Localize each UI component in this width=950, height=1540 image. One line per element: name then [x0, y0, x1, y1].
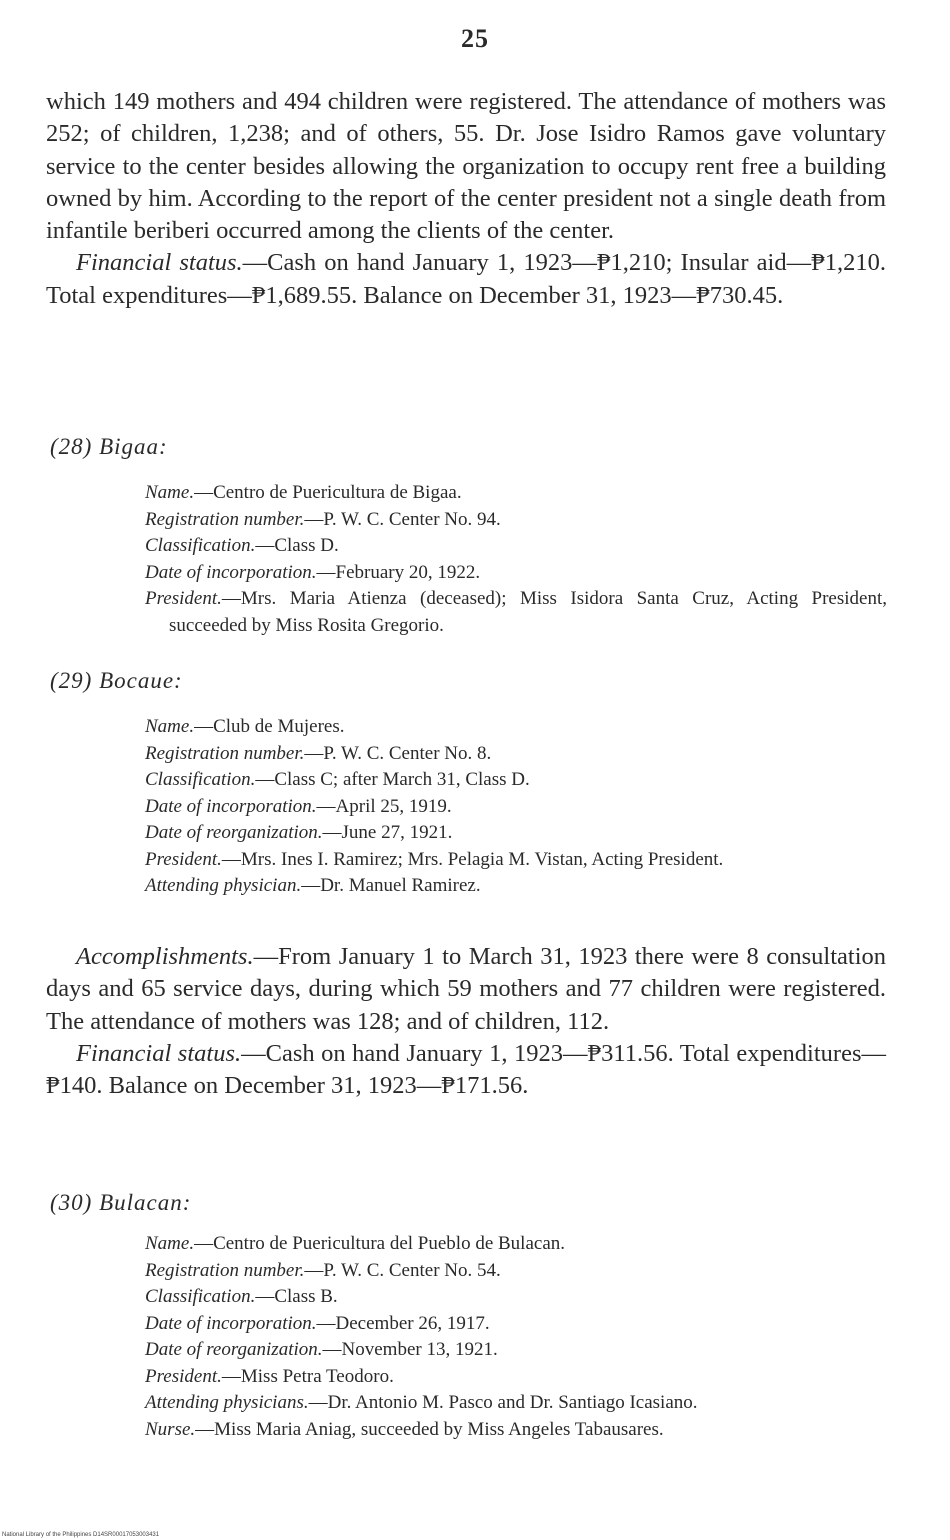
- entry-registration-number: [145, 507, 887, 534]
- entry-label: President.: [145, 588, 222, 609]
- entries-bigaa: [145, 480, 887, 639]
- entry-value: —Mrs. Ines I. Ramirez; Mrs. Pelagia M. Vistan, Acting President.: [221, 848, 724, 870]
- entry-value: —P. W. C. Center No. 8.: [304, 742, 492, 764]
- financial-status-paragraph: [46, 247, 886, 312]
- entry-value: —June 27, 1921.: [322, 822, 453, 843]
- financial-status-paragraph: [46, 1038, 886, 1103]
- entry-attending-physicians: [145, 1390, 887, 1417]
- bocaue-text-block: [46, 941, 886, 1102]
- entry-president: [145, 586, 887, 639]
- financial-status-text: —Cash on hand January 1, 1923—₱1,210; Insular aid—₱1,210. Total expenditures—₱1,689.55. Balance on December 31, 1923—₱730.45.: [46, 249, 886, 309]
- entries-bocaue: [145, 714, 887, 900]
- entry-label: Classification.: [145, 535, 256, 556]
- entry-value: —Club de Mujeres.: [194, 716, 345, 737]
- entry-label: Attending physicians.: [145, 1392, 309, 1413]
- scan-footer: National Library of the Philippines D14SR00017053003431: [2, 1532, 160, 1538]
- entry-value: —Miss Petra Teodoro.: [221, 1365, 394, 1387]
- entry-name: [145, 480, 887, 507]
- entry-label: Attending physician.: [145, 875, 302, 896]
- entry-value: —Centro de Puericultura de Bigaa.: [194, 482, 462, 503]
- accomplishments-label: Accomplishments.: [76, 943, 254, 970]
- accomplishments-paragraph: [46, 941, 886, 1038]
- intro-paragraph: which 149 mothers and 494 children were registered. The attendance of mothers was 252; of children, 1,238; and of others, 55. Dr. Jose Isidro Ramos gave voluntary service to the center besides allowing the organization to occupy rent free a building owned by him. According to the report of the center president not a single death from infantile beriberi occurred among the clients of the center.: [46, 88, 886, 245]
- entry-label: Name.: [145, 482, 195, 503]
- entry-value: —P. W. C. Center No. 94.: [304, 508, 501, 530]
- entry-label: Registration number.: [145, 742, 305, 764]
- entry-president: [145, 1364, 887, 1391]
- accomplishments-text: —From January 1 to March 31, 1923 there were 8 consultation days and 65 service days, during which 59 mothers and 77 children were registered. The attendance of mothers was 128; and of children, 112.: [46, 943, 886, 1035]
- section-heading-bulacan: (30) Bulacan:: [50, 1190, 192, 1215]
- entry-label: Date of incorporation.: [145, 795, 317, 817]
- entry-label: Date of incorporation.: [145, 561, 317, 583]
- entry-label: Classification.: [145, 769, 256, 790]
- financial-status-label: Financial status.: [76, 1039, 242, 1067]
- page-number: 25: [461, 24, 489, 53]
- entry-classification: [145, 767, 887, 794]
- entry-value: —Centro de Puericultura del Pueblo de Bulacan.: [194, 1233, 566, 1254]
- entry-classification: [145, 533, 887, 560]
- entry-value: —December 26, 1917.: [316, 1312, 490, 1334]
- section-heading-bocaue: (29) Bocaue:: [50, 668, 183, 693]
- entry-label: Date of incorporation.: [145, 1312, 317, 1334]
- entry-label: President.: [145, 1365, 222, 1387]
- entry-value: —February 20, 1922.: [316, 561, 481, 583]
- entry-label: Registration number.: [145, 1259, 305, 1281]
- entry-name: [145, 714, 887, 741]
- entries-bulacan: [145, 1231, 887, 1443]
- entry-label: Classification.: [145, 1286, 256, 1307]
- entry-classification: [145, 1284, 887, 1311]
- entry-value: —April 25, 1919.: [316, 795, 452, 817]
- entry-value: —P. W. C. Center No. 54.: [304, 1259, 501, 1281]
- entry-value: —November 13, 1921.: [322, 1339, 498, 1360]
- entry-registration-number: [145, 741, 887, 768]
- financial-status-text: —Cash on hand January 1, 1923—₱311.56. Total expenditures—₱140. Balance on December 31, 1923—₱171.56.: [46, 1039, 886, 1100]
- entry-date-of-incorporation: [145, 560, 887, 587]
- entry-value: —Mrs. Maria Atienza (deceased); Miss Isidora Santa Cruz, Acting President, succeeded by Miss Rosita Gregorio.: [169, 588, 887, 636]
- entry-value: —Dr. Antonio M. Pasco and Dr. Santiago Icasiano.: [308, 1392, 698, 1413]
- entry-date-of-reorganization: [145, 1337, 887, 1364]
- entry-label: Date of reorganization.: [145, 1339, 323, 1360]
- entry-label: President.: [145, 848, 222, 870]
- entry-name: [145, 1231, 887, 1258]
- entry-registration-number: [145, 1258, 887, 1285]
- entry-value: —Miss Maria Aniag, succeeded by Miss Angeles Tabausares.: [195, 1418, 664, 1440]
- entry-label: Nurse.: [145, 1418, 196, 1440]
- entry-label: Registration number.: [145, 508, 305, 530]
- entry-value: —Class B.: [255, 1286, 338, 1307]
- financial-status-label: Financial status.: [76, 249, 243, 277]
- entry-date-of-incorporation: [145, 1311, 887, 1338]
- entry-date-of-reorganization: [145, 820, 887, 847]
- entry-value: —Dr. Manuel Ramirez.: [301, 875, 481, 896]
- entry-value: —Class C; after March 31, Class D.: [255, 769, 530, 790]
- entry-label: Name.: [145, 716, 195, 737]
- entry-nurse: [145, 1417, 887, 1444]
- entry-president: [145, 847, 887, 874]
- entry-date-of-incorporation: [145, 794, 887, 821]
- entry-attending-physician: [145, 873, 887, 900]
- section-heading-bigaa: (28) Bigaa:: [50, 434, 168, 459]
- entry-label: Date of reorganization.: [145, 822, 323, 843]
- entry-value: —Class D.: [255, 535, 339, 556]
- intro-text-block: [46, 86, 886, 312]
- entry-label: Name.: [145, 1233, 195, 1254]
